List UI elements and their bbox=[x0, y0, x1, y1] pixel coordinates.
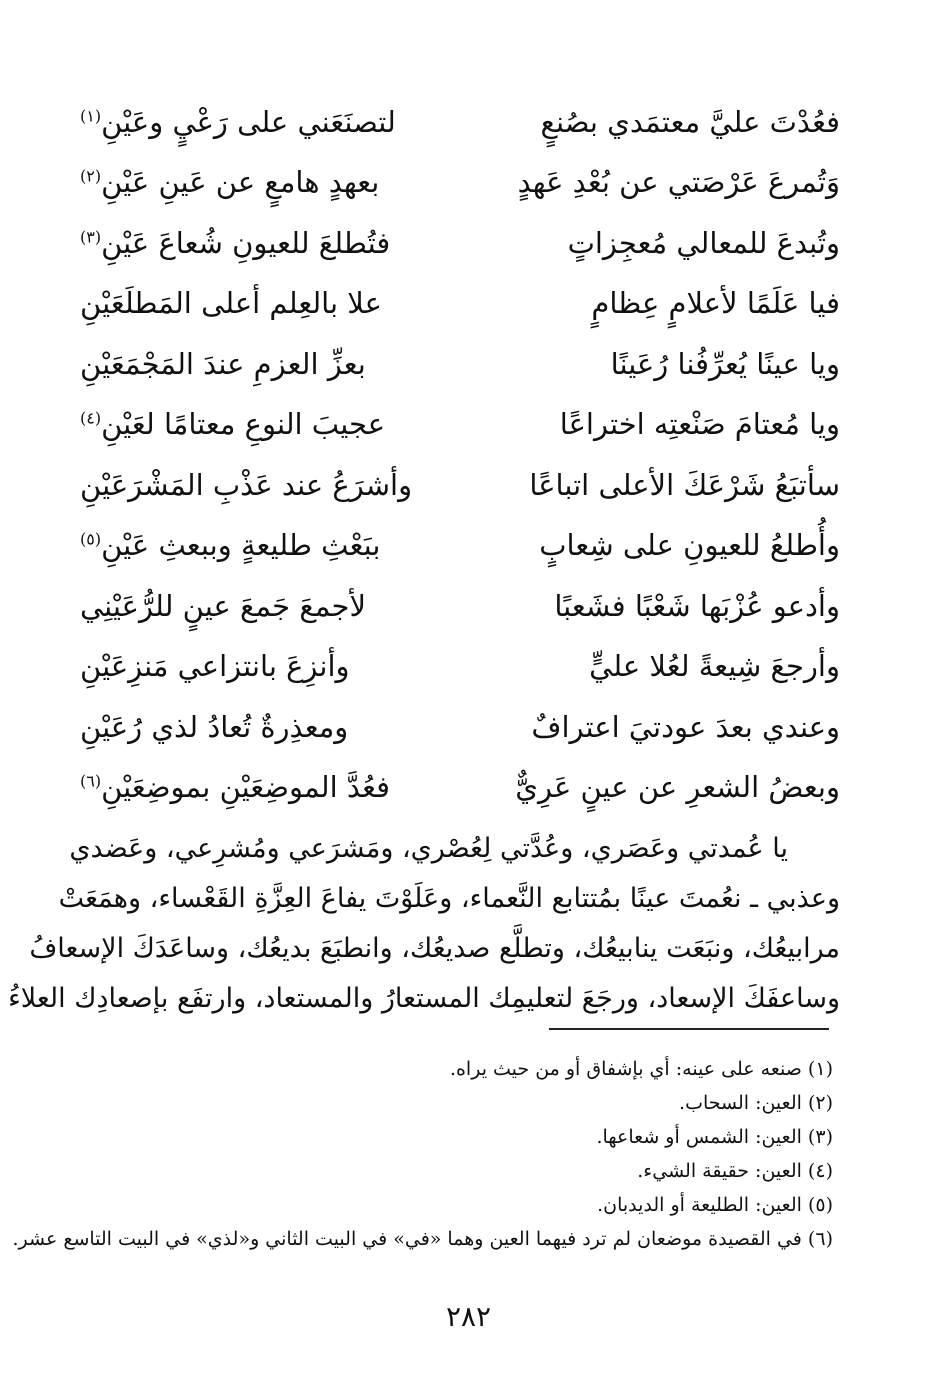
prose-paragraph bbox=[8, 824, 840, 1024]
poem-verse bbox=[80, 455, 840, 516]
verse-second-text: ومعذِرةٌ تُعادُ لذي رُعَيْنِ bbox=[80, 709, 349, 744]
verse-first-hemistich: ويا عينًا يُعرِّفُنا رُعَينًا bbox=[610, 346, 840, 381]
verse-second-hemistich bbox=[80, 407, 420, 442]
poem bbox=[80, 92, 840, 818]
footnote-marker: (٣) bbox=[80, 227, 102, 247]
poem-verse bbox=[80, 637, 840, 698]
footnote-marker: (٢) bbox=[80, 166, 102, 186]
verse-first-hemistich: فعُدْتَ عليَّ معتمَدي بصُنعٍ bbox=[540, 104, 840, 139]
verse-second-hemistich bbox=[80, 528, 420, 563]
poem-verse bbox=[80, 274, 840, 335]
verse-second-text: ببَعْثِ طليعةٍ وببعثِ عَيْنِ bbox=[101, 528, 381, 563]
footnote-marker: (٥) bbox=[80, 529, 102, 549]
verse-first-hemistich: وَتُمرعَ عَرْصَتي عن بُعْدِ عَهدٍ bbox=[517, 165, 840, 200]
verse-second-text: بعزِّ العزمِ عندَ المَجْمَعَيْنِ bbox=[80, 346, 366, 381]
footnote-marker: (١) bbox=[80, 106, 102, 126]
poem-verse bbox=[80, 153, 840, 214]
verse-first-hemistich: فيا عَلَمًا لأعلامٍ عِظامٍ bbox=[591, 286, 840, 321]
verse-second-text: عجيبَ النوعِ معتامًا لعَيْنِ bbox=[101, 407, 386, 442]
verse-second-hemistich bbox=[80, 225, 420, 260]
verse-first-hemistich: ويا مُعتامَ صَنْعتِه اختراعًا bbox=[559, 407, 840, 442]
verse-second-text: لتصنَعَني على رَعْيٍ وعَيْنِ bbox=[101, 104, 396, 139]
verse-first-hemistich: وتُبدعَ للمعالي مُعجِزاتٍ bbox=[567, 225, 840, 260]
footnote: (٢) العين: السحاب. bbox=[679, 1092, 833, 1114]
verse-second-hemistich bbox=[80, 286, 420, 321]
verse-second-text: فتُطلعَ للعيونِ شُعاعَ عَيْنِ bbox=[101, 225, 391, 260]
verse-first-hemistich: وأدعو عُزْبَها شَعْبًا فشَعبًا bbox=[554, 588, 840, 623]
verse-second-hemistich bbox=[80, 165, 420, 200]
footnote-marker: (٦) bbox=[80, 771, 102, 791]
prose-line: وساعفَكَ الإسعاد، ورجَعَ لتعليمِك المستعارُ والمستعاد، وارتفَع بإصعادِك العلاءُ bbox=[8, 983, 840, 1014]
verse-first-hemistich: وأرجعَ شِيعةً لعُلا عليٍّ bbox=[589, 649, 840, 684]
verse-second-text: بعهدٍ هامعٍ عن عَينِ عَيْنِ bbox=[101, 165, 380, 200]
poem-verse bbox=[80, 758, 840, 819]
footnote: (٤) العين: حقيقة الشيء. bbox=[637, 1160, 833, 1182]
verse-first-hemistich: وعندي بعدَ عودتيَ اعترافٌ bbox=[531, 709, 840, 744]
verse-second-hemistich bbox=[80, 467, 420, 502]
verse-first-hemistich: وبعضُ الشعرِ عن عينٍ عَرِيٌّ bbox=[515, 770, 840, 805]
footnotes bbox=[12, 1052, 833, 1256]
prose-line: يا عُمدتي وعَصَري، وعُدَّتي لِعُصْري، ومَشرَعي ومُشرِعي، وعَضدي bbox=[69, 833, 788, 864]
verse-second-text: علا بالعِلم أعلى المَطلَعَيْنِ bbox=[80, 286, 382, 321]
footnote: (٦) في القصيدة موضعان لم ترد فيهما العين وهما «في» في البيت الثاني و«لذي» في البيت التاسع عشر. bbox=[12, 1228, 833, 1250]
verse-second-text: فعُدَّ الموضِعَيْنِ بموضِعَيْنِ bbox=[101, 770, 390, 805]
poem-verse bbox=[80, 92, 840, 153]
prose-line: وعذبي ـ نعُمتَ عينًا بمُتتابع النَّعماء، وعَلَوْتَ يفاعَ العِزَّةِ القَعْساء، وهمَعَتْ bbox=[58, 883, 840, 914]
footnote-marker: (٤) bbox=[80, 408, 102, 428]
verse-second-text: لأجمعَ جَمعَ عينٍ للرُّعَيْنِي bbox=[80, 588, 366, 623]
poem-verse bbox=[80, 334, 840, 395]
page-number: ٢٨٢ bbox=[445, 1300, 492, 1333]
verse-first-hemistich: سأتبَعُ شَرْعَكَ الأعلى اتباعًا bbox=[529, 467, 840, 502]
poem-verse bbox=[80, 576, 840, 637]
verse-second-hemistich bbox=[80, 770, 420, 805]
footnote: (٥) العين: الطليعة أو الديدبان. bbox=[597, 1194, 833, 1216]
verse-second-hemistich bbox=[80, 104, 420, 139]
verse-second-hemistich bbox=[80, 588, 420, 623]
poem-verse bbox=[80, 213, 840, 274]
poem-verse bbox=[80, 516, 840, 577]
verse-second-text: وأشرَعُ عند عَذْبِ المَشْرَعَيْنِ bbox=[80, 467, 413, 502]
prose-line: مرابيعُك، ونبَعَت ينابيعُك، وتطلَّع صديعُك، وانطبَعَ بديعُك، وساعَدَكَ الإسعافُ bbox=[29, 933, 840, 964]
verse-second-hemistich bbox=[80, 346, 420, 381]
verse-second-hemistich bbox=[80, 649, 420, 684]
verse-second-text: وأنزِعَ بانتزاعي مَنزِعَيْنِ bbox=[80, 649, 350, 684]
verse-second-hemistich bbox=[80, 709, 420, 744]
poem-verse bbox=[80, 697, 840, 758]
poem-verse bbox=[80, 395, 840, 456]
footnote-separator bbox=[549, 1028, 829, 1030]
verse-first-hemistich: وأُطلعُ للعيونِ على شِعابٍ bbox=[539, 528, 840, 563]
footnote: (١) صنعه على عينه: أي بإشفاق أو من حيث يراه. bbox=[449, 1058, 833, 1080]
footnote: (٣) العين: الشمس أو شعاعها. bbox=[596, 1126, 833, 1148]
